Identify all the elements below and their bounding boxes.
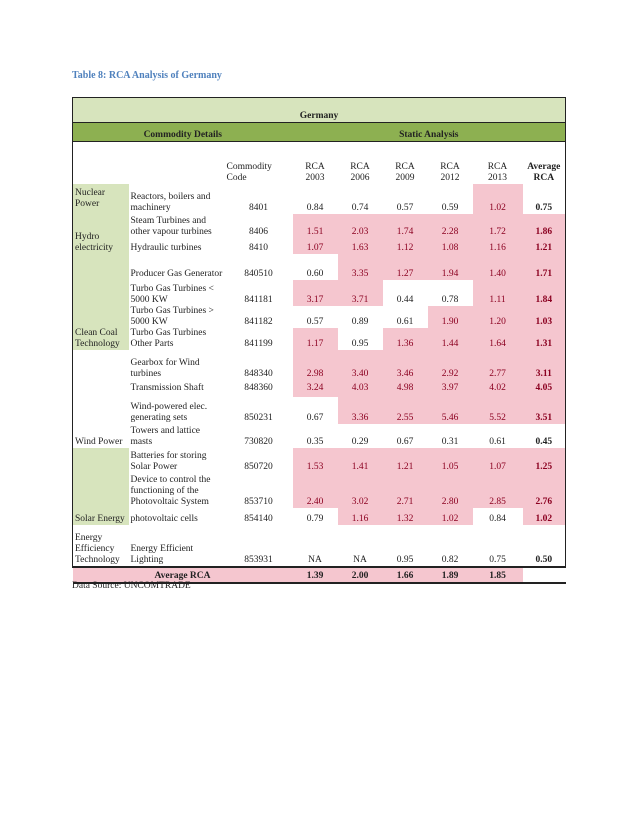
table-row <box>73 184 566 214</box>
avg-2012: 1.89 <box>428 567 473 583</box>
commodity-name: Steam Turbines and other vapour turbines <box>130 216 212 237</box>
rca-average: 0.50 <box>523 525 566 567</box>
rca-2006: 3.02 <box>338 473 383 508</box>
rca-average: 0.75 <box>523 184 566 214</box>
rca-2003: 0.57 <box>306 317 324 327</box>
rca-2009: 1.32 <box>383 508 428 525</box>
rca-2012: 1.05 <box>428 448 473 473</box>
rca-2013: 1.11 <box>473 280 523 306</box>
rca-average: 1.31 <box>523 328 566 350</box>
table-row <box>73 424 566 448</box>
sector-clean-coal: Clean Coal Technology <box>73 254 129 350</box>
commodity-code: 841182 <box>244 317 273 327</box>
table-row <box>73 473 566 508</box>
rca-2003: 0.60 <box>306 269 324 279</box>
rca-2012: 1.08 <box>428 238 473 254</box>
commodity-name: Gearbox for Wind turbines <box>130 358 200 379</box>
commodity-name: Transmission Shaft <box>130 383 204 393</box>
rca-2009: 3.46 <box>383 350 428 380</box>
col-rca-2003: RCA 2003 <box>305 162 325 183</box>
rca-2009: 0.44 <box>396 295 414 305</box>
rca-2013: 1.20 <box>473 306 523 328</box>
col-rca-2009: RCA 2009 <box>395 162 415 183</box>
rca-2003: 2.98 <box>293 350 338 380</box>
data-source: Data Source: UNCOMTRADE <box>72 581 191 591</box>
rca-2003: 1.07 <box>293 238 338 254</box>
commodity-name: photovoltaic cells <box>130 514 198 524</box>
rca-2013: 1.02 <box>473 184 523 214</box>
rca-2006: 0.95 <box>351 339 369 349</box>
table-caption: Table 8: RCA Analysis of Germany <box>72 70 222 81</box>
commodity-code: 850720 <box>244 462 273 472</box>
rca-2012: 5.46 <box>428 397 473 424</box>
rca-average: 0.45 <box>523 424 566 448</box>
rca-2012: 1.90 <box>428 306 473 328</box>
commodity-name: Turbo Gas Turbines > 5000 KW <box>130 306 214 327</box>
table-row <box>73 508 566 525</box>
rca-2003: 0.67 <box>306 413 324 423</box>
rca-average: 1.71 <box>523 254 566 280</box>
avg-2006: 2.00 <box>338 567 383 583</box>
rca-2012: 1.44 <box>428 328 473 350</box>
rca-2012: 0.82 <box>441 555 459 565</box>
sector-energy-efficiency: Energy Efficiency Technology <box>73 525 129 567</box>
avg-2013: 1.85 <box>473 567 523 583</box>
rca-2013: 0.61 <box>489 437 506 447</box>
rca-average: 3.11 <box>523 350 566 380</box>
rca-average: 4.05 <box>523 380 566 397</box>
rca-2003: 1.53 <box>293 448 338 473</box>
table-row <box>73 214 566 238</box>
rca-2006: 1.41 <box>338 448 383 473</box>
rca-average: 1.84 <box>523 280 566 306</box>
commodity-code: 8410 <box>249 243 268 253</box>
table-row <box>73 280 566 306</box>
avg-empty <box>523 567 566 583</box>
rca-2012: 0.78 <box>441 295 459 305</box>
rca-2009: 1.27 <box>383 254 428 280</box>
rca-2003: NA <box>308 555 322 565</box>
commodity-name: Energy Efficient Lighting <box>130 544 194 565</box>
rca-2013: 1.16 <box>473 238 523 254</box>
commodity-name: Hydraulic turbines <box>130 243 202 253</box>
commodity-code: 848340 <box>244 369 273 379</box>
commodity-code: 841181 <box>244 295 273 305</box>
rca-average: 1.21 <box>523 238 566 254</box>
rca-2009: 2.55 <box>383 397 428 424</box>
table-row <box>73 380 566 397</box>
rca-average: 1.25 <box>523 448 566 473</box>
rca-2006: 1.63 <box>338 238 383 254</box>
col-commodity-code: Commodity Code <box>226 162 272 183</box>
commodity-name: Turbo Gas Turbines Other Parts <box>130 328 207 349</box>
rca-2009: 0.67 <box>396 437 414 447</box>
commodity-name: Wind-powered elec. generating sets <box>130 402 208 423</box>
rca-2009: 4.98 <box>383 380 428 397</box>
rca-2013: 2.85 <box>473 473 523 508</box>
rca-average: 1.03 <box>523 306 566 328</box>
rca-2012: 2.28 <box>428 214 473 238</box>
rca-2009: 0.61 <box>396 317 414 327</box>
rca-average: 3.51 <box>523 397 566 424</box>
rca-2006: 0.89 <box>351 317 369 327</box>
commodity-code: 850231 <box>244 413 273 423</box>
table-row <box>73 525 566 567</box>
rca-2012: 3.97 <box>428 380 473 397</box>
commodity-name: Turbo Gas Turbines < 5000 KW <box>130 284 214 305</box>
average-rca-label: Average RCA <box>73 567 293 583</box>
sector-nuclear: Nuclear Power <box>73 184 129 214</box>
rca-2003: 1.51 <box>293 214 338 238</box>
commodity-code: 854140 <box>244 514 273 524</box>
rca-2006: 0.74 <box>351 203 369 213</box>
rca-2006: 0.29 <box>351 437 369 447</box>
rca-2006: 3.71 <box>338 280 383 306</box>
rca-2013: 5.52 <box>473 397 523 424</box>
rca-2006: 1.16 <box>338 508 383 525</box>
sector-wind: Wind Power <box>73 350 129 448</box>
rca-average: 1.86 <box>523 214 566 238</box>
commodity-name: Device to control the functioning of the Photovoltaic System <box>130 475 211 507</box>
rca-2006: 3.35 <box>338 254 383 280</box>
rca-2006: 3.40 <box>338 350 383 380</box>
table-row <box>73 254 566 280</box>
rca-2013: 1.40 <box>473 254 523 280</box>
commodity-details-header: Commodity Details <box>73 123 293 142</box>
commodity-code: 840510 <box>244 269 273 279</box>
rca-2006: NA <box>353 555 367 565</box>
rca-2012: 1.02 <box>428 508 473 525</box>
rca-average: 2.76 <box>523 473 566 508</box>
commodity-name: Towers and lattice masts <box>130 426 201 447</box>
rca-2009: 1.21 <box>383 448 428 473</box>
rca-2012: 0.59 <box>441 203 459 213</box>
rca-2009: 0.95 <box>396 555 414 565</box>
rca-2009: 1.12 <box>383 238 428 254</box>
static-analysis-header: Static Analysis <box>293 123 566 142</box>
rca-2006: 2.03 <box>338 214 383 238</box>
rca-2012: 0.31 <box>441 437 459 447</box>
avg-2003: 1.39 <box>293 567 338 583</box>
avg-2009: 1.66 <box>383 567 428 583</box>
rca-2012: 2.80 <box>428 473 473 508</box>
col-rca-2013: RCA 2013 <box>487 162 508 183</box>
commodity-code: 853931 <box>244 555 273 565</box>
rca-2012: 2.92 <box>428 350 473 380</box>
rca-2003: 3.24 <box>293 380 338 397</box>
table-row <box>73 306 566 328</box>
rca-2009: 0.57 <box>396 203 414 213</box>
rca-2003: 2.40 <box>293 473 338 508</box>
rca-2013: 1.72 <box>473 214 523 238</box>
rca-2003: 1.17 <box>293 328 338 350</box>
commodity-code: 8401 <box>249 203 268 213</box>
rca-2013: 1.07 <box>473 448 523 473</box>
rca-table <box>72 97 566 584</box>
rca-2003: 0.79 <box>306 514 324 524</box>
commodity-name: Producer Gas Generator <box>130 269 223 279</box>
commodity-code: 841199 <box>244 339 273 349</box>
rca-average: 1.02 <box>523 508 566 525</box>
rca-2009: 1.36 <box>383 328 428 350</box>
country-header: Germany <box>73 98 566 123</box>
rca-2013: 0.84 <box>489 514 506 524</box>
rca-2006: 3.36 <box>338 397 383 424</box>
rca-2003: 0.84 <box>306 203 324 213</box>
commodity-code: 8406 <box>249 227 268 237</box>
rca-2013: 0.75 <box>489 555 506 565</box>
table-row <box>73 448 566 473</box>
table-row <box>73 397 566 424</box>
rca-2013: 1.64 <box>473 328 523 350</box>
rca-2009: 1.74 <box>383 214 428 238</box>
sector-solar: Solar Energy <box>73 448 129 525</box>
commodity-name: Reactors, boilers and machinery <box>130 192 211 213</box>
table-row <box>73 328 566 350</box>
sector-hydro: Hydro electricity <box>73 214 129 254</box>
rca-2003: 3.17 <box>293 280 338 306</box>
col-rca-2012: RCA 2012 <box>440 162 460 183</box>
rca-2009: 2.71 <box>383 473 428 508</box>
rca-2013: 2.77 <box>473 350 523 380</box>
col-rca-2006: RCA 2006 <box>350 162 370 183</box>
table-row <box>73 238 566 254</box>
col-average-rca: Average RCA <box>523 142 566 185</box>
commodity-code: 853710 <box>244 497 273 507</box>
rca-2012: 1.94 <box>428 254 473 280</box>
commodity-code: 730820 <box>244 437 273 447</box>
commodity-name: Batteries for storing Solar Power <box>130 451 207 472</box>
rca-2006: 4.03 <box>338 380 383 397</box>
rca-2003: 0.35 <box>306 437 324 447</box>
table-row <box>73 350 566 380</box>
rca-2013: 4.02 <box>473 380 523 397</box>
commodity-code: 848360 <box>244 383 273 393</box>
